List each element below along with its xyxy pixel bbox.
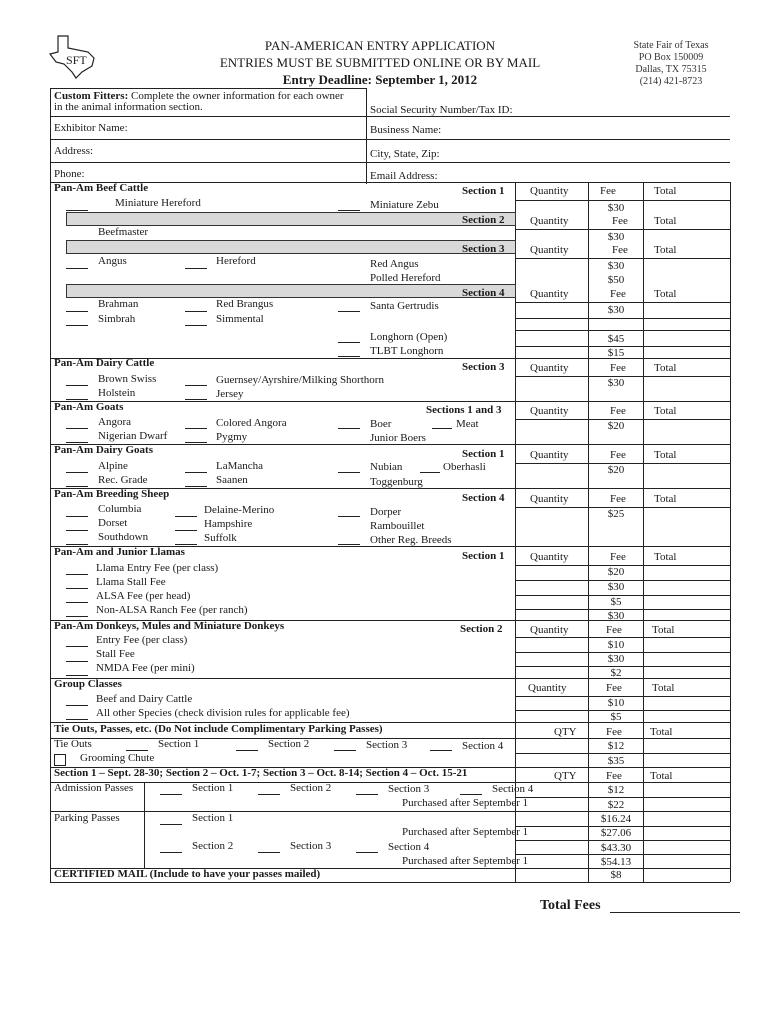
park-s1-label: Section 1 (192, 812, 234, 824)
tieout-s3-label: Section 3 (366, 739, 408, 751)
custom-fitters-note: Custom Fitters: Complete the owner information for each owner (54, 90, 344, 102)
group-classes-title: Group Classes (54, 678, 122, 690)
rec-grade-blank[interactable] (66, 486, 88, 487)
fee-goats: $20 (607, 420, 625, 432)
columbia-label: Columbia (98, 503, 142, 515)
total-header: Total (652, 624, 675, 636)
adm-s2-blank[interactable] (258, 794, 280, 795)
park-s3-blank[interactable] (258, 852, 280, 853)
business-name-label: Business Name: (370, 124, 442, 136)
fee-header: Fee (600, 185, 616, 197)
adm-s3-label: Section 3 (388, 783, 430, 795)
llama-item: ALSA Fee (per head) (96, 590, 191, 602)
park-s4-label: Section 4 (388, 841, 430, 853)
sheep-title: Pan-Am Breeding Sheep (54, 488, 170, 500)
simmental-blank[interactable] (185, 325, 207, 326)
columbia-blank[interactable] (66, 516, 88, 517)
donkey-item: Stall Fee (96, 648, 135, 660)
total-header: Total (650, 726, 673, 738)
saanen-label: Saanen (216, 474, 248, 486)
dairy-section: Section 3 (462, 361, 505, 373)
fee-donkey-1: $10 (607, 639, 625, 651)
fee-header: Fee (606, 682, 622, 694)
exhibitor-name-label: Exhibitor Name: (54, 122, 128, 134)
form-subtitle: ENTRIES MUST BE SUBMITTED ONLINE OR BY MAIL (219, 55, 541, 70)
qty-header: Quantity (530, 244, 569, 256)
beef-section-3: Section 3 (462, 243, 505, 255)
southdown-label: Southdown (98, 531, 149, 543)
donkey-blank-2[interactable] (66, 661, 88, 662)
passes-title: Section 1 – Sept. 28-30; Section 2 – Oct. 1-7; Section 3 – Oct. 8-14; Section 4 – Oct. 15-21 (54, 767, 468, 779)
simbrah-label: Simbrah (98, 313, 136, 325)
tieout-s4-label: Section 4 (462, 740, 504, 752)
fee-donkey-2: $30 (607, 653, 625, 665)
dorper-blank[interactable] (338, 516, 360, 517)
other-breeds-blank[interactable] (338, 544, 360, 545)
hereford-blank[interactable] (185, 268, 207, 269)
goats-title: Pan-Am Goats (54, 401, 124, 413)
qty-header: Quantity (530, 624, 569, 636)
qty-header: Quantity (528, 682, 567, 694)
certified-mail-label: CERTIFIED MAIL (Include to have your passes mailed) (54, 868, 321, 880)
red-angus-label: Red Angus (370, 258, 419, 270)
guernsey-label: Guernsey/Ayrshire/Milking Shorthorn (216, 374, 384, 386)
fee-parking-2: $27.06 (600, 827, 632, 839)
nubian-blank[interactable] (338, 472, 360, 473)
total-header: Total (654, 244, 677, 256)
rec-grade-label: Rec. Grade (98, 474, 148, 486)
fee-llama-3: $5 (610, 596, 622, 608)
address-line-3: Dallas, TX 75315 (635, 64, 707, 75)
phone-label: Phone: (54, 168, 85, 180)
llama-item: Llama Entry Fee (per class) (96, 562, 219, 574)
beef-section-2: Section 2 (462, 214, 505, 226)
donkey-blank-3[interactable] (66, 675, 88, 676)
miniature-zebu-blank[interactable] (338, 210, 360, 211)
total-header: Total (654, 449, 677, 461)
nigerian-label: Nigerian Dwarf (98, 430, 168, 442)
group-blank-2[interactable] (66, 719, 88, 720)
park-s2-blank[interactable] (160, 852, 182, 853)
fee-parking-4: $54.13 (600, 856, 632, 868)
dorper-label: Dorper (370, 506, 402, 518)
santa-gertrudis-blank[interactable] (338, 311, 360, 312)
fee-group-2: $5 (610, 711, 622, 723)
address-field[interactable] (50, 162, 730, 163)
svg-text:SFT: SFT (66, 53, 87, 67)
park-s4-blank[interactable] (356, 852, 378, 853)
group-item: All other Species (check division rules for applicable fee) (96, 707, 350, 719)
angora-label: Angora (98, 416, 131, 428)
angus-label: Angus (98, 255, 127, 267)
fee-grooming: $35 (607, 755, 625, 767)
city-state-zip-label: City, State, Zip: (370, 148, 440, 160)
adm-s3-blank[interactable] (356, 794, 378, 795)
group-blank-1[interactable] (66, 705, 88, 706)
colored-angora-label: Colored Angora (216, 417, 287, 429)
brahman-label: Brahman (98, 298, 139, 310)
adm-after-label: Purchased after September 1 (402, 797, 529, 809)
fee-sheep: $25 (607, 508, 625, 520)
longhorn-open-label: Longhorn (Open) (370, 331, 448, 343)
exhibitor-name-field[interactable] (50, 139, 730, 140)
total-header: Total (654, 185, 677, 197)
fee-header: Fee (610, 449, 626, 461)
qty-header: Quantity (530, 215, 569, 227)
total-header: Total (654, 288, 677, 300)
park-s2-label: Section 2 (192, 840, 234, 852)
llama-blank-3[interactable] (66, 602, 88, 603)
fee-admission-after: $22 (607, 799, 625, 811)
fee-beef-s3a: $30 (607, 260, 625, 272)
fee-beef-s1: $30 (607, 202, 625, 214)
simmental-label: Simmental (216, 313, 264, 325)
group-item: Beef and Dairy Cattle (96, 693, 193, 705)
alpine-blank[interactable] (66, 472, 88, 473)
tieout-s3-blank[interactable] (334, 750, 356, 751)
total-fees-label: Total Fees (540, 898, 601, 913)
simbrah-blank[interactable] (66, 325, 88, 326)
park-s1-blank[interactable] (160, 824, 182, 825)
fee-tlbt-longhorn: $15 (607, 347, 625, 359)
beefmaster-label: Beefmaster (98, 226, 149, 238)
tie-outs-title: Tie Outs, Passes, etc. (Do Not include Complimentary Parking Passes) (54, 723, 383, 735)
llama-blank-2[interactable] (66, 588, 88, 589)
texas-logo-icon (44, 32, 102, 80)
adm-s2-label: Section 2 (290, 782, 332, 794)
address-line-1: State Fair of Texas (633, 40, 709, 51)
angus-blank[interactable] (66, 268, 88, 269)
fee-header: Fee (612, 215, 628, 227)
tlbt-longhorn-label: TLBT Longhorn (370, 345, 444, 357)
miniature-zebu-label: Miniature Zebu (370, 199, 439, 211)
address-line-2: PO Box 150009 (638, 52, 704, 63)
total-header: Total (654, 551, 677, 563)
ssn-label: Social Security Number/Tax ID: (370, 104, 513, 116)
qty-header: Quantity (530, 493, 569, 505)
delaine-blank[interactable] (175, 516, 197, 517)
red-brangus-label: Red Brangus (216, 298, 274, 310)
goats-section: Sections 1 and 3 (426, 404, 502, 416)
fee-llama-1: $20 (607, 566, 625, 578)
suffolk-blank[interactable] (175, 544, 197, 545)
nubian-label: Nubian (370, 461, 403, 473)
dairy-goats-title: Pan-Am Dairy Goats (54, 444, 153, 456)
other-breeds-label: Other Reg. Breeds (370, 534, 452, 546)
fee-certified: $8 (610, 869, 622, 881)
pygmy-blank[interactable] (185, 442, 207, 443)
fee-donkey-3: $2 (610, 667, 622, 679)
adm-s1-label: Section 1 (192, 782, 234, 794)
donkeys-title: Pan-Am Donkeys, Mules and Miniature Donkeys (54, 620, 285, 632)
fee-llama-4: $30 (607, 610, 625, 622)
total-header: Total (654, 405, 677, 417)
fee-beef-s2: $30 (607, 231, 625, 243)
fee-header: Fee (610, 405, 626, 417)
nigerian-blank[interactable] (66, 442, 88, 443)
fee-beef-s4: $30 (607, 304, 625, 316)
boer-label: Boer (370, 418, 392, 430)
meat-label: Meat (456, 418, 479, 430)
total-fees-field[interactable] (610, 912, 740, 913)
total-header: Total (650, 770, 673, 782)
tieout-s1-blank[interactable] (126, 750, 148, 751)
beef-section-1: Section 1 (462, 185, 505, 197)
llama-blank-4[interactable] (66, 616, 88, 617)
grooming-chute-checkbox[interactable] (54, 754, 66, 766)
hereford-label: Hereford (216, 255, 256, 267)
jersey-blank[interactable] (185, 399, 207, 400)
colored-angora-blank[interactable] (185, 428, 207, 429)
dorset-blank[interactable] (66, 530, 88, 531)
toggenburg-label: Toggenburg (370, 476, 423, 488)
polled-hereford-label: Polled Hereford (370, 272, 441, 284)
dairy-cattle-title: Pan-Am Dairy Cattle (54, 357, 155, 369)
llama-item: Llama Stall Fee (96, 576, 166, 588)
oberhasli-label: Oberhasli (443, 461, 486, 473)
jersey-label: Jersey (216, 388, 244, 400)
meat-blank[interactable] (432, 428, 452, 429)
suffolk-label: Suffolk (204, 532, 237, 544)
fee-header: Fee (610, 551, 626, 563)
holstein-label: Holstein (98, 387, 136, 399)
address-line-4: (214) 421-8723 (639, 76, 703, 87)
dairy-goats-section: Section 1 (462, 448, 505, 460)
fee-dairy-goats: $20 (607, 464, 625, 476)
sheep-section: Section 4 (462, 492, 505, 504)
admission-passes-label: Admission Passes (54, 782, 134, 794)
custom-fitters-note-2: in the animal information section. (54, 101, 203, 113)
total-header: Total (654, 362, 677, 374)
beef-section-4: Section 4 (462, 287, 505, 299)
fee-header: Fee (606, 770, 622, 782)
fee-beef-s3b: $50 (607, 274, 625, 286)
lamancha-label: LaMancha (216, 460, 264, 472)
fee-parking-1: $16.24 (600, 813, 632, 825)
lamancha-blank[interactable] (185, 472, 207, 473)
tlbt-longhorn-blank[interactable] (338, 356, 360, 357)
email-label: Email Address: (370, 170, 438, 182)
fee-header: Fee (606, 624, 622, 636)
total-header: Total (652, 682, 675, 694)
adm-s4-blank[interactable] (460, 794, 482, 795)
brown-swiss-label: Brown Swiss (98, 373, 157, 385)
hampshire-label: Hampshire (204, 518, 253, 530)
fee-llama-2: $30 (607, 581, 625, 593)
donkey-item: Entry Fee (per class) (96, 634, 188, 646)
park-after-label-1: Purchased after September 1 (402, 826, 529, 838)
adm-s4-label: Section 4 (492, 783, 534, 795)
junior-boers-label: Junior Boers (370, 432, 426, 444)
fee-header: Fee (612, 244, 628, 256)
fee-parking-3: $43.30 (600, 842, 632, 854)
qty-col-header: QTY (554, 726, 577, 738)
qty-header: Quantity (530, 449, 569, 461)
fee-longhorn-open: $45 (607, 333, 625, 345)
fee-header: Fee (610, 362, 626, 374)
beef-cattle-title: Pan-Am Beef Cattle (54, 182, 149, 194)
fee-tieout: $12 (607, 740, 625, 752)
delaine-label: Delaine-Merino (204, 504, 275, 516)
boer-blank[interactable] (338, 428, 360, 429)
longhorn-open-blank[interactable] (338, 342, 360, 343)
pygmy-label: Pygmy (216, 431, 248, 443)
guernsey-blank[interactable] (185, 385, 207, 386)
tieout-s4-blank[interactable] (430, 750, 452, 751)
llama-item: Non-ALSA Ranch Fee (per ranch) (96, 604, 248, 616)
address-label: Address: (54, 145, 94, 157)
santa-gertrudis-label: Santa Gertrudis (370, 300, 439, 312)
donkeys-section: Section 2 (460, 623, 503, 635)
form-title: PAN-AMERICAN ENTRY APPLICATION (264, 38, 496, 53)
qty-col-header: QTY (554, 770, 577, 782)
qty-header: Quantity (530, 362, 569, 374)
qty-header: Quantity (530, 288, 569, 300)
brown-swiss-blank[interactable] (66, 385, 88, 386)
oberhasli-blank[interactable] (420, 472, 440, 473)
llamas-section: Section 1 (462, 550, 505, 562)
entry-deadline: Entry Deadline: September 1, 2012 (282, 72, 478, 87)
parking-passes-label: Parking Passes (54, 812, 120, 824)
total-header: Total (654, 215, 677, 227)
phone-email-field[interactable] (50, 182, 730, 183)
fee-dairy: $30 (607, 377, 625, 389)
tieout-s1-label: Section 1 (158, 738, 200, 750)
llama-blank-1[interactable] (66, 574, 88, 575)
rambouillet-label: Rambouillet (370, 520, 425, 532)
tieout-s2-blank[interactable] (236, 750, 258, 751)
angora-blank[interactable] (66, 428, 88, 429)
southdown-blank[interactable] (66, 544, 88, 545)
holstein-blank[interactable] (66, 399, 88, 400)
fee-header: Fee (610, 493, 626, 505)
fee-header: Fee (606, 726, 622, 738)
donkey-blank-1[interactable] (66, 646, 88, 647)
hampshire-blank[interactable] (175, 530, 197, 531)
park-s3-label: Section 3 (290, 840, 332, 852)
total-header: Total (654, 493, 677, 505)
brahman-blank[interactable] (66, 311, 88, 312)
qty-header: Quantity (530, 405, 569, 417)
adm-s1-blank[interactable] (160, 794, 182, 795)
qty-header: Quantity (530, 185, 569, 197)
tieout-s2-label: Section 2 (268, 738, 310, 750)
qty-header: Quantity (530, 551, 569, 563)
miniature-hereford-label: Miniature Hereford (115, 197, 201, 209)
miniature-hereford-blank[interactable] (66, 210, 88, 211)
grooming-chute-label: Grooming Chute (80, 752, 155, 764)
red-brangus-blank[interactable] (185, 311, 207, 312)
alpine-label: Alpine (98, 460, 128, 472)
dorset-label: Dorset (98, 517, 128, 529)
fee-header: Fee (610, 288, 626, 300)
donkey-item: NMDA Fee (per mini) (96, 662, 195, 674)
park-after-label-2: Purchased after September 1 (402, 855, 529, 867)
saanen-blank[interactable] (185, 486, 207, 487)
fee-group-1: $10 (607, 697, 625, 709)
fee-admission: $12 (607, 784, 625, 796)
llamas-title: Pan-Am and Junior Llamas (54, 546, 185, 558)
tie-outs-label: Tie Outs (54, 738, 92, 750)
